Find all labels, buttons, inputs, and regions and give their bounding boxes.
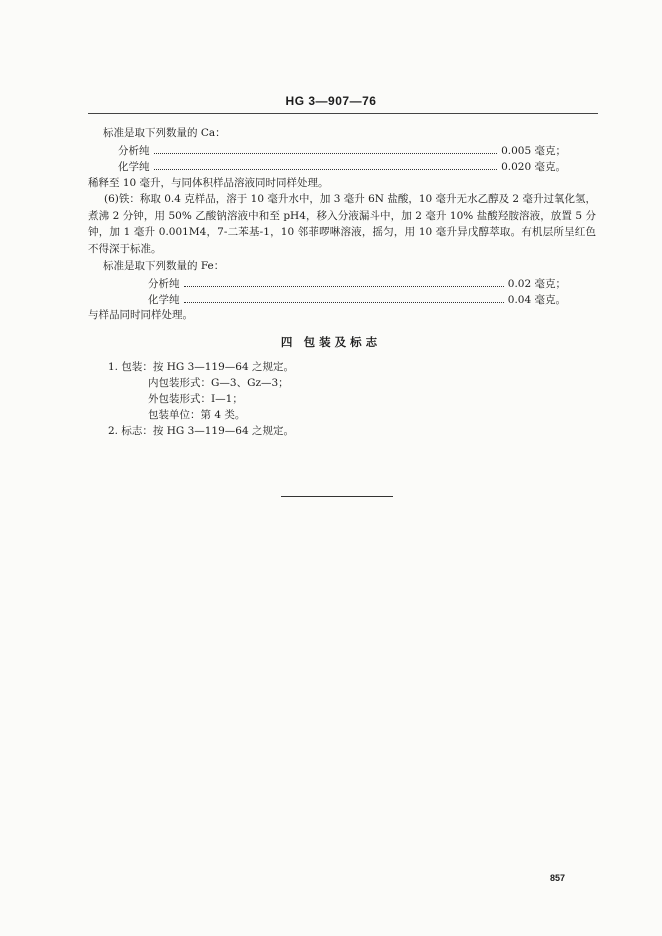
fe-row-chemical-value: 0.04 毫克。 xyxy=(507,294,566,306)
dot-leader xyxy=(154,159,498,170)
outer-packaging-form: 外包装形式：Ⅰ—1； xyxy=(148,393,243,405)
fe-row-analytical-value: 0.02 毫克； xyxy=(507,278,566,290)
fe-row-chemical-label: 化学纯 xyxy=(148,294,180,306)
page-header-code: HG 3—907—76 xyxy=(285,94,377,108)
header-rule xyxy=(88,113,598,114)
marking-item: 2. 标志：按 HG 3—119—64 之规定。 xyxy=(108,425,294,437)
ca-standard-intro: 标准是取下列数量的 Ca： xyxy=(103,127,226,139)
ca-row-analytical-label: 分析纯 xyxy=(118,145,150,157)
ca-row-chemical xyxy=(118,159,566,174)
fe-standard-intro: 标准是取下列数量的 Fe： xyxy=(103,260,225,272)
fe-row-analytical-label: 分析纯 xyxy=(148,278,180,290)
ca-row-chemical-label: 化学纯 xyxy=(118,161,150,173)
inner-packaging-form: 内包装形式：G—3、Gz—3； xyxy=(148,377,289,389)
fe-same-treatment-note: 与样品同时同样处理。 xyxy=(88,309,193,321)
ca-dilution-note: 稀释至 10 毫升，与同体积样品溶液同时同样处理。 xyxy=(88,177,329,189)
ca-row-chemical-value: 0.020 毫克。 xyxy=(501,161,566,173)
dot-leader xyxy=(184,276,504,287)
iron-test-paragraph: (6)铁：称取 0.4 克样品，溶于 10 毫升水中，加 3 毫升 6N 盐酸，10 毫升无水乙醇及 2 毫升过氧化氢，煮沸 2 分钟，用 50% 乙酸钠溶液中和至 pH4，移入分液漏斗中，加 2 毫升 10% 盐酸羟胺溶液，放置 5 分钟，加 1 毫升 0.001M4，7-二苯基-1，10 邻菲啰啉溶液，摇匀，用 10 毫升异戊醇萃取。有机层所呈红色不得深于标准。 xyxy=(88,193,596,255)
packaging-item: 1. 包装：按 HG 3—119—64 之规定。 xyxy=(108,361,294,373)
packaging-unit: 包装单位：第 4 类。 xyxy=(148,409,246,421)
fe-row-analytical xyxy=(148,276,566,291)
dot-leader xyxy=(184,292,504,303)
fe-row-chemical xyxy=(148,292,566,307)
ca-row-analytical xyxy=(118,143,566,158)
section-title: 四 包装及标志 xyxy=(280,337,382,349)
page-number: 857 xyxy=(550,873,566,883)
end-rule xyxy=(281,496,393,497)
ca-row-analytical-value: 0.005 毫克； xyxy=(501,145,566,157)
dot-leader xyxy=(154,143,498,154)
